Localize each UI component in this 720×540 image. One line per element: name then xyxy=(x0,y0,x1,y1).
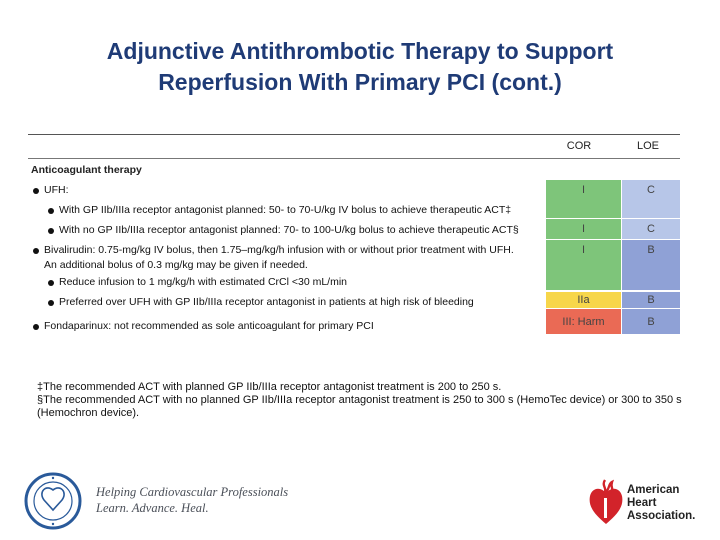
acc-tagline-line-1: Helping Cardiovascular Professionals xyxy=(96,485,289,499)
cor-cell: IIa xyxy=(546,292,621,308)
cor-cell: I xyxy=(546,219,621,239)
loe-cell: B xyxy=(622,309,680,334)
footnote: §The recommended ACT with no planned GP IIb/IIIa receptor antagonist treatment is 250 to 300 s (HemoTec device) or 300 to 350 s (Hemochron device). xyxy=(37,394,682,419)
acc-seal-logo xyxy=(22,472,84,530)
bullet-icon xyxy=(48,300,54,306)
acc-tagline xyxy=(96,484,288,516)
section-heading: Anticoagulant therapy xyxy=(31,164,142,176)
aha-wordmark-line-3: Association. xyxy=(627,510,696,522)
loe-cell: B xyxy=(622,240,680,290)
table-row: An additional bolus of 0.3 mg/kg may be given if needed. xyxy=(44,259,308,271)
table-row: With GP IIb/IIIa receptor antagonist planned: 50- to 70-U/kg IV bolus to achieve therapeutic ACT‡ xyxy=(59,204,512,216)
bullet-icon xyxy=(48,280,54,286)
table-row: With no GP IIb/IIIa receptor antagonist planned: 70- to 100-U/kg bolus to achieve therapeutic ACT§ xyxy=(59,224,519,236)
table-row: Preferred over UFH with GP IIb/IIIa receptor antagonist in patients at high risk of bleeding xyxy=(59,296,474,308)
cor-cell: I xyxy=(546,240,621,290)
loe-cell: C xyxy=(622,180,680,218)
table-header-rule xyxy=(28,158,680,159)
heart-torch-icon xyxy=(586,476,626,528)
loe-column-header: LOE xyxy=(636,140,659,152)
bullet-icon xyxy=(48,208,54,214)
table-top-rule xyxy=(28,134,680,135)
acc-tagline-line-2: Learn. Advance. Heal. xyxy=(96,501,209,515)
bullet-icon xyxy=(33,248,39,254)
loe-cell: B xyxy=(622,292,680,308)
footnote: ‡The recommended ACT with planned GP IIb/IIIa receptor antagonist treatment is 200 to 250 s. xyxy=(37,381,502,393)
table-row: UFH: xyxy=(44,184,69,196)
footnotes xyxy=(37,381,705,420)
cor-column-header: COR xyxy=(566,140,592,152)
cor-cell: III: Harm xyxy=(546,309,621,334)
bullet-icon xyxy=(33,188,39,194)
slide-title-line-1: Adjunctive Antithrombotic Therapy to Support xyxy=(106,38,614,64)
loe-cell: C xyxy=(622,219,680,239)
aha-wordmark xyxy=(627,484,695,523)
table-row: Reduce infusion to 1 mg/kg/h with estimated CrCl <30 mL/min xyxy=(59,276,348,288)
slide-title-line-2: Reperfusion With Primary PCI (cont.) xyxy=(158,69,562,95)
recommendation-table xyxy=(28,134,680,334)
cor-cell: I xyxy=(546,180,621,218)
slide-title xyxy=(20,36,700,98)
aha-wordmark-line-2: Heart xyxy=(627,497,657,509)
table-row: Bivalirudin: 0.75-mg/kg IV bolus, then 1.75–mg/kg/h infusion with or without prior treatment with UFH. xyxy=(44,244,514,256)
bullet-icon xyxy=(48,228,54,234)
aha-wordmark-line-1: American xyxy=(627,484,680,496)
table-row: Fondaparinux: not recommended as sole anticoagulant for primary PCI xyxy=(44,320,374,332)
bullet-icon xyxy=(33,324,39,330)
